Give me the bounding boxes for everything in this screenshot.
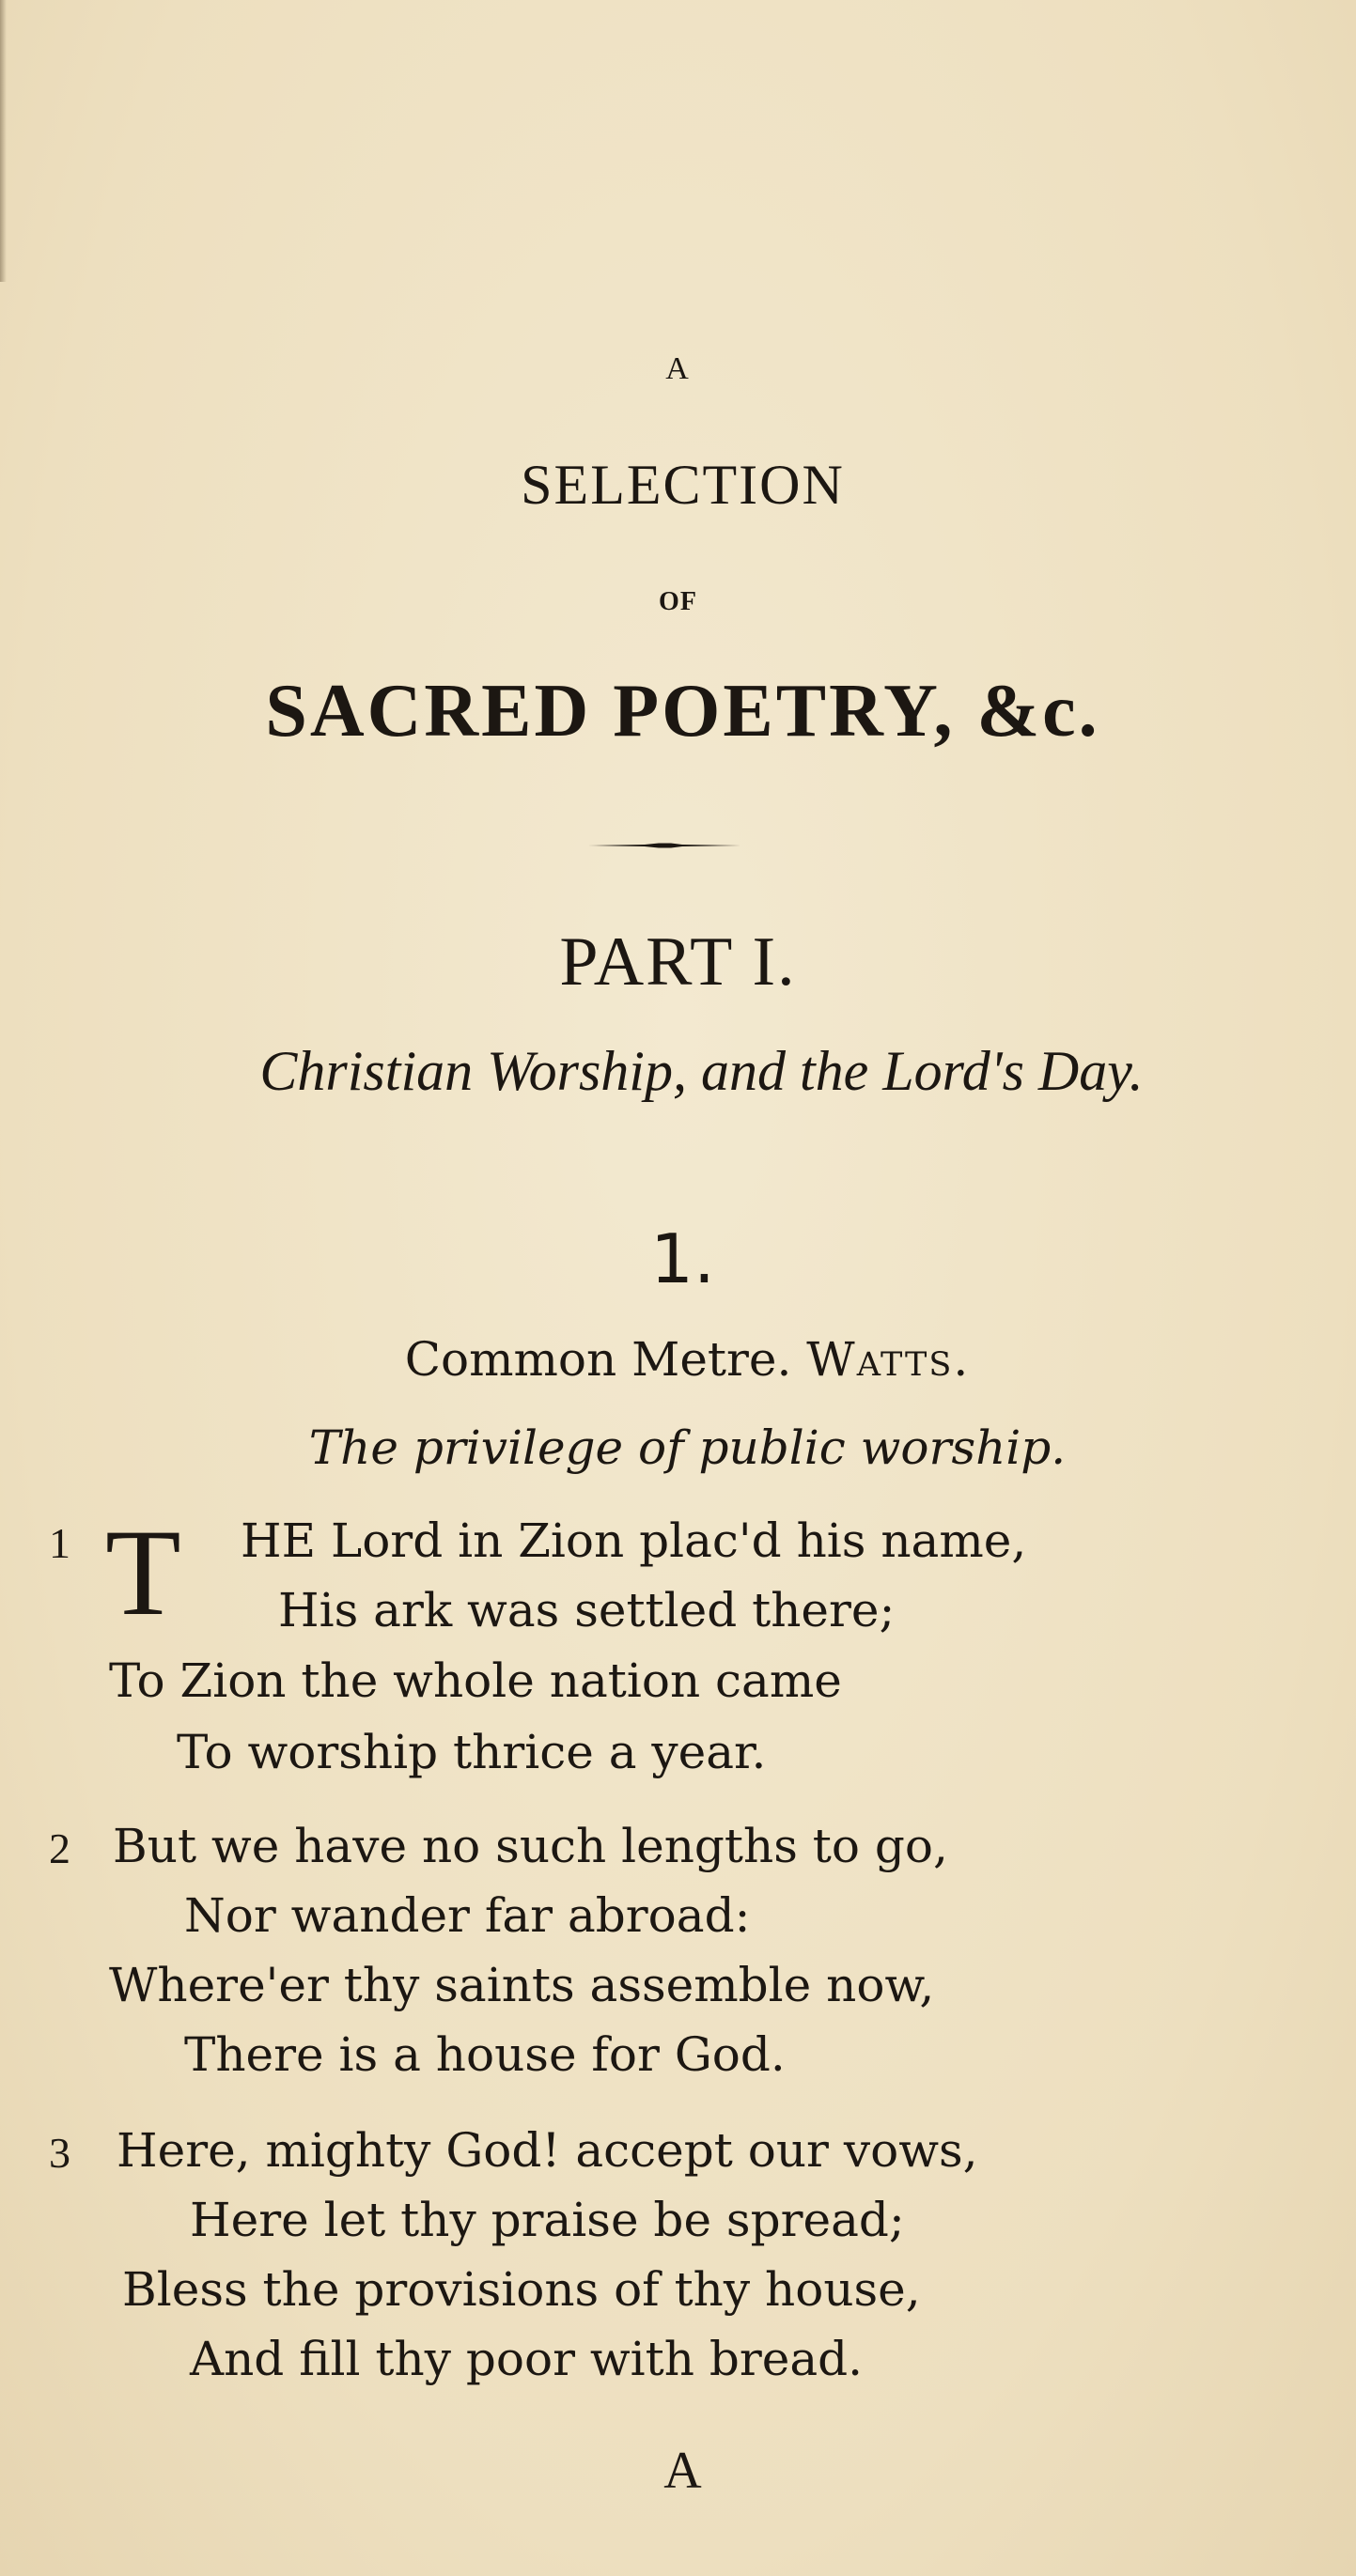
title-of: OF [659,587,697,616]
stanza-line: Bless the provisions of thy house, [122,2262,921,2317]
hymn-metre: Common Metre. [404,1332,792,1387]
stanza-line: And fill thy poor with bread. [190,2332,864,2386]
stanza-line: To Zion the whole nation came [109,1653,842,1708]
hymn-theme: The privilege of public worship. [308,1420,1067,1475]
stanza-line: Here, mighty God! accept our vows, [117,2123,978,2178]
drop-cap: T [105,1503,181,1641]
stanza-number: 3 [49,2129,70,2177]
part-subtitle: Christian Worship, and the Lord's Day. [259,1040,1144,1102]
stanza-line: Here let thy praise be spread; [190,2193,905,2247]
stanza-line: But we have no such lengths to go, [113,1819,948,1873]
signature-mark: A [663,2442,702,2500]
hymn-author: Watts. [806,1332,971,1387]
stanza-line: There is a house for God. [184,2027,786,2082]
hymn-metre-line [0,1332,1356,1387]
title-sacred-poetry: SACRED POETRY, &c. [265,670,1100,753]
hymn-number: 1. [650,1219,715,1298]
part-title: PART I. [559,923,797,1001]
title-selection: SELECTION [521,454,845,516]
stanza-line: His ark was settled there; [278,1583,896,1637]
stanza-line: Nor wander far abroad: [184,1888,751,1943]
title-article: A [665,351,691,386]
stanza-line: HE Lord in Zion plac'd his name, [241,1513,1027,1568]
stanza-number: 2 [49,1824,70,1872]
stanza-number: 1 [49,1519,70,1567]
ornamental-rule [588,843,740,848]
stanza-line: To worship thrice a year. [177,1725,767,1779]
stanza-line: Where'er thy saints assemble now, [109,1958,935,2012]
